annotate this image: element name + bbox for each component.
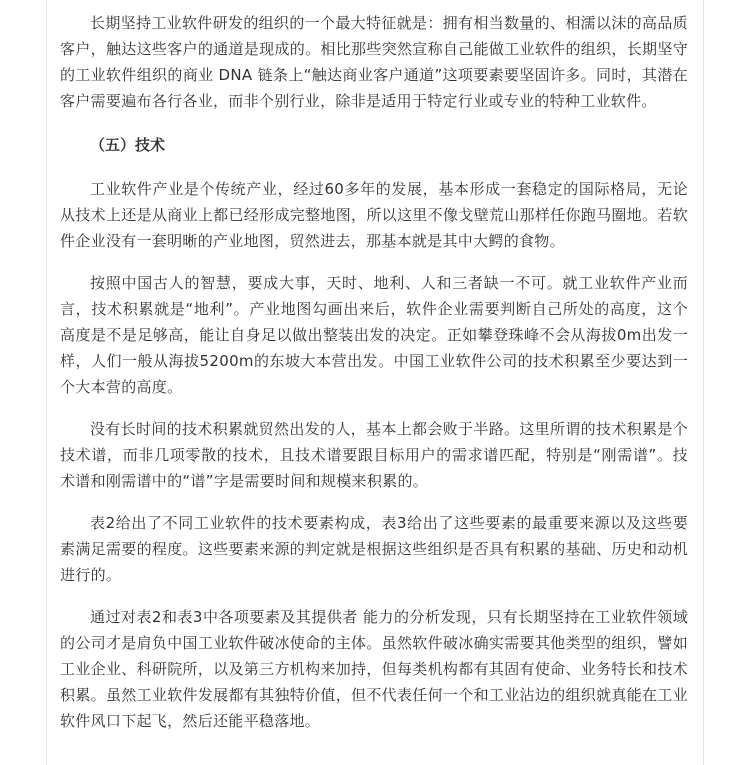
left-border [46,0,47,765]
paragraph-technical-accumulation: 按照中国古人的智慧，要成大事，天时、地利、人和三者缺一不可。就工业软件产业而言，技术积累就是“地利”。产业地图勾画出来后，软件企业需要判断自己所处的高度，这个高度是不是足够高，能让自身足以做出整装出发的决定。正如攀登珠峰不会从海拔0m出发一样，人们一般从海拔5200m的东坡大本营出发。中国工业软件公司的技术积累至少要达到一个大本营的高度。 [60,274,688,396]
paragraph-tables: 表2给出了不同工业软件的技术要素构成，表3给出了这些要素的最重要来源以及这些要素满足需要的程度。这些要素来源的判定就是根据这些组织是否具有积累的基础、历史和动机进行的。 [60,514,688,584]
section-heading-technology: （五）技术 [90,136,166,154]
paragraph-industry-map: 工业软件产业是个传统产业，经过60多年的发展，基本形成一套稳定的国际格局，无论从技术上还是从商业上都已经形成完整地图，所以这里不像戈壁荒山那样任你跑马圈地。若软件企业没有一套明晰的产业地图，贸然进去，那基本就是其中大鳄的食物。 [60,180,688,250]
paragraph-technology-spectrum: 没有长时间的技术积累就贸然出发的人，基本上都会败于半路。这里所谓的技术积累是个技术谱，而非几项零散的技术，且技术谱要跟目标用户的需求谱匹配，特别是“刚需谱”。技术谱和刚需谱中的“谱”字是需要时间和规模来积累的。 [60,420,688,490]
right-border [703,0,704,765]
article-body [60,0,688,734]
paragraph-customers: 长期坚持工业软件研发的组织的一个最大特征就是：拥有相当数量的、相濡以沫的高品质客户，触达这些客户的通道是现成的。相比那些突然宣称自己能做工业软件的组织，长期坚守的工业软件组织的商业 DNA 链条上“触达商业客户通道”这项要素要坚固许多。同时，其潜在客户需要遍布各行各业，而非个别行业，除非是适用于特定行业或专业的特种工业软件。 [60,14,688,110]
paragraph-conclusion: 通过对表2和表3中各项要素及其提供者 能力的分析发现，只有长期坚持在工业软件领域的公司才是肩负中国工业软件破冰使命的主体。虽然软件破冰确实需要其他类型的组织，譬如工业企业、科研院所，以及第三方机构来加持，但每类机构都有其固有使命、业务特长和技术积累。虽然工业软件发展都有其独特价值，但不代表任何一个和工业沾边的组织就真能在工业软件风口下起飞，然后还能平稳落地。 [60,608,688,730]
